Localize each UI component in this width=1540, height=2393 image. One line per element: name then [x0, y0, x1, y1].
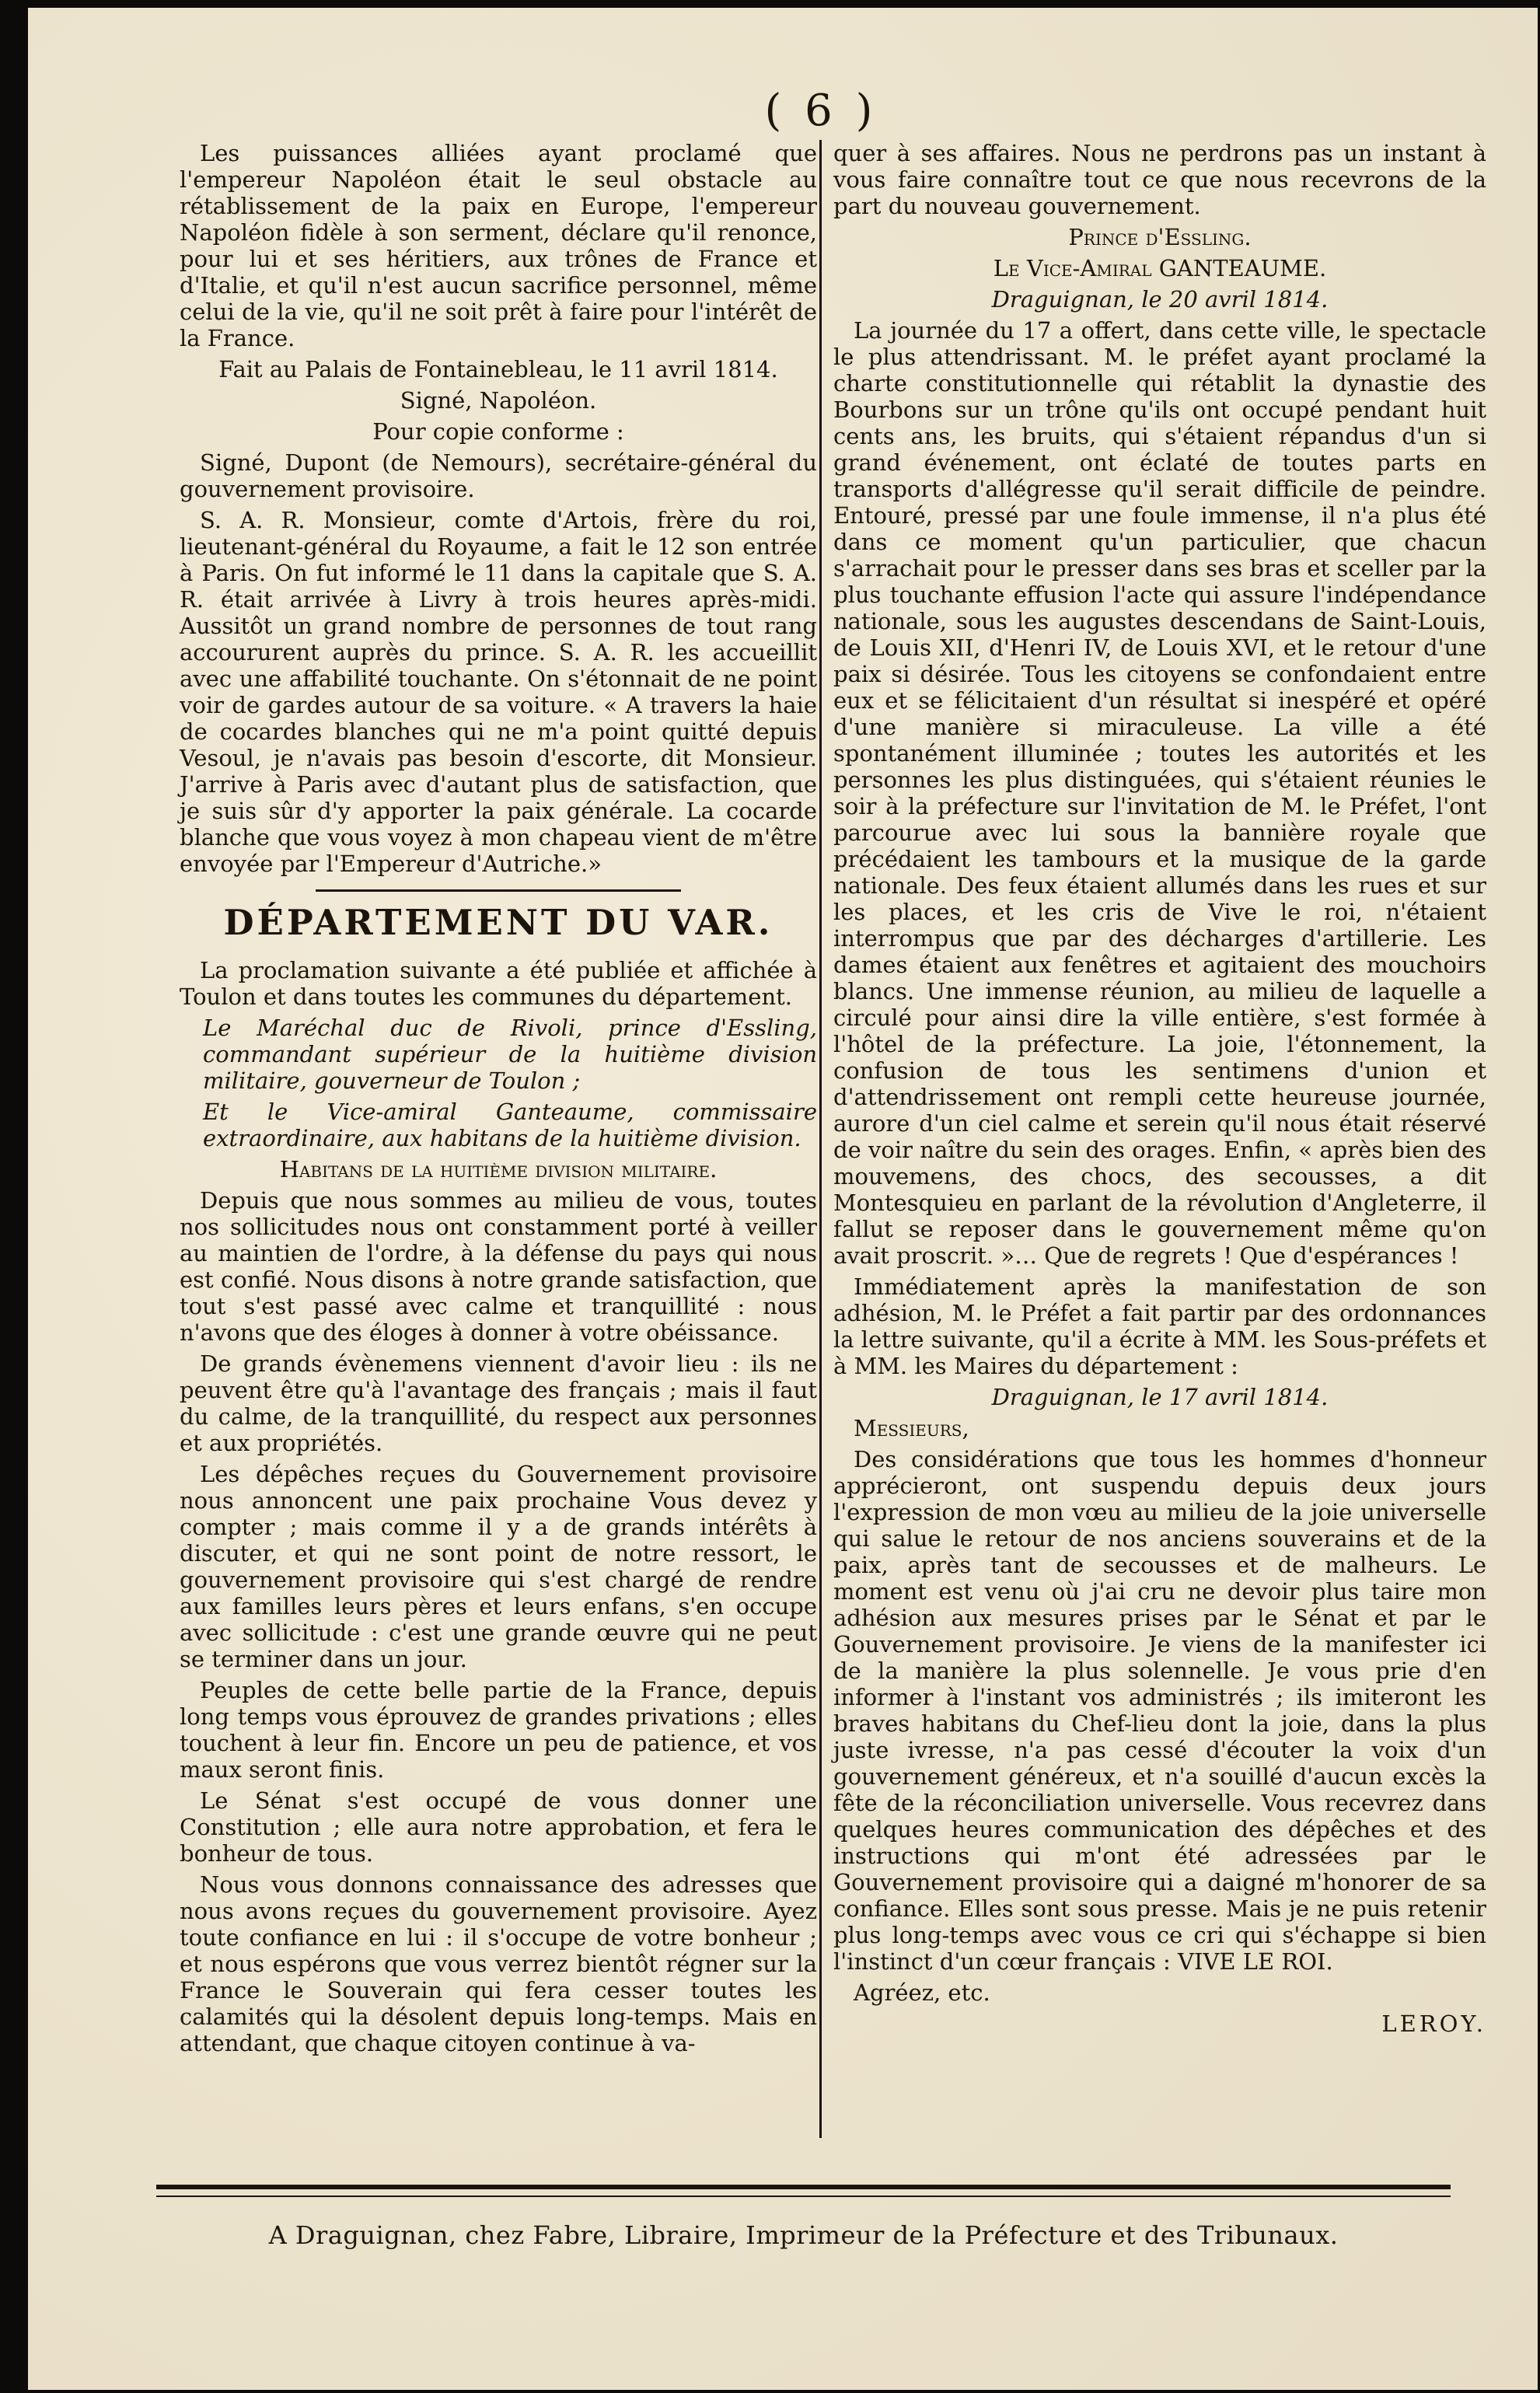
- closing: Agréez, etc.: [854, 1979, 990, 2006]
- document-page: [28, 8, 1538, 2390]
- column-divider: [819, 140, 822, 2138]
- signature-leroy: LEROY.: [1381, 2010, 1486, 2037]
- section-divider: [316, 889, 681, 892]
- prefect-letter: Des considérations que tous les hommes d'honneur apprécieront, ont suspendu depuis deux jours l'expression de mon vœu au milieu de la joie universelle qui salue le retour de nos anciens souverains et de la paix, après tant de secousses et de malheurs. Le moment est venu où j'ai cru ne devoir plus taire mon adhésion aux mesures prises par le Sénat et par le Gouvernement provisoire. Je viens de la manifester ici de la manière la plus solennelle. Je vous prie d'en informer à l'instant vos administrés ; ils imiteront les braves habitans du Chef-lieu dont la joie, dans la plus juste ivresse, n'a pas cessé d'écouter la voix d'un gouvernement généreux, et n'a souillé d'aucun excès la fête de la réconciliation universelle. Vous recevrez dans quelques heures communication des dépêches et des instructions qui m'ont été adressées par le Gouvernement provisoire qui a daigné m'honorer de sa confiance. Elles sont sous presse. Mais je ne puis retenir plus long-temps avec vous ce cri qui s'échappe si bien l'instinct d'un cœur français : VIVE LE ROI.: [833, 1446, 1486, 1975]
- left-column: [180, 140, 817, 2061]
- marechal-title: Le Maréchal duc de Rivoli, prince d'Essling, commandant supérieur de la huitième division militaire, gouverneur de Toulon ;: [203, 1015, 817, 1094]
- salutation: Messieurs,: [854, 1415, 969, 1441]
- department-title: DÉPARTEMENT DU VAR.: [223, 902, 773, 943]
- proclamation-p1: Depuis que nous sommes au milieu de vous, toutes nos sollicitudes nous ont constamment porté à veiller au maintien de l'ordre, à la défense du pays qui nous est confié. Nous disons à notre grande satisfaction, que tout s'est passé avec calme et tranquillité : nous n'avons que des éloges à donner à votre obéissance.: [180, 1187, 817, 1346]
- artois-paragraph: S. A. R. Monsieur, comte d'Artois, frère du roi, lieutenant-général du Royaume, a fait le 12 son entrée à Paris. On fut informé le 11 dans la capitale que S. A. R. était arrivée à Livry à trois heures après-midi. Aussitôt un grand nombre de personnes de tout rang accoururent auprès du prince. S. A. R. les accueillit avec une affabilité touchante. On s'étonnait de ne point voir de gardes autour de sa voiture. « A travers la haie de cocardes blanches qui ne m'a point quitté depuis Vesoul, je n'avais pas besoin d'escorte, dit Monsieur. J'arrive à Paris avec d'autant plus de satisfaction, que je suis sûr d'y apporter la paix générale. La cocarde blanche que vous voyez à mon chapeau vient de m'être envoyée par l'Empereur d'Autriche.»: [180, 507, 817, 877]
- right-column: [833, 140, 1486, 2042]
- journee-paragraph: La journée du 17 a offert, dans cette ville, le spectacle le plus attendrissant. M. le préfet ayant proclamé la charte constitutionnelle qui rétablit la dynastie des Bourbons sur un trône qu'ils ont occupé pendant huit cents ans, les bruits, qui s'étaient répandus d'un si grand événement, ont éclaté de toutes parts en transports d'allégresse qu'il serait difficile de peindre. Entouré, pressé par une foule immense, il n'a plus été dans ce moment qu'un particulier, que chacun s'arrachait pour le presser dans ses bras et sceller par la plus touchante effusion l'acte qui assure l'indépendance nationale, sous les augustes descendans de Saint-Louis, de Louis XII, d'Henri IV, de Louis XVI, et le retour d'une paix si désirée. Tous les citoyens se confondaient entre eux et se félicitaient d'un résultat si inespéré et opéré d'une manière si miraculeuse. La ville a été spontanément illuminée ; toutes les autorités et les personnes les plus distinguées, qui s'étaient réunies le soir à la préfecture sur l'invitation de M. le Préfet, l'ont parcourue avec lui sous la bannière royale que précédaient les tambours et la musique de la garde nationale. Des feux étaient allumés dans les rues et sur les places, et les cris de Vive le roi, n'étaient interrompus que par des décharges d'artillerie. Les dames étaient aux fenêtres et agitaient des mouchoirs blancs. Une immense réunion, au milieu de laquelle a circulé pour ainsi dire la ville entière, s'est formée à l'hôtel de la préfecture. La joie, l'étonnement, la confusion de tous les sentimens d'union et d'attendrissement ont rempli cette heureuse journée, aurore d'un ciel calme et serein qu'il nous était réservé de voir naître du sein des orages. Enfin, « après bien des mouvemens, des chocs, des secousses, a dit Montesquieu en parlant de la révolution d'Angleterre, il fallut se reposer dans le gouvernement même qu'on avait proscrit. »… Que de regrets ! Que d'espérances !: [833, 317, 1486, 1269]
- signature-essling: Prince d'Essling.: [1068, 224, 1252, 250]
- proclamation-intro: La proclamation suivante a été publiée et affichée à Toulon et dans toutes les communes du département.: [180, 957, 817, 1010]
- proclamation-p4: Peuples de cette belle partie de la France, depuis long temps vous éprouvez de grandes privations ; elles touchent à leur fin. Encore un peu de patience, et vos maux seront finis.: [180, 1677, 817, 1783]
- copy-conform: Pour copie conforme :: [372, 418, 624, 445]
- proclamation-p2: De grands évènemens viennent d'avoir lieu : ils ne peuvent être qu'à l'avantage des français ; mais il faut du calme, de la tranquillité, du respect aux personnes et aux propriétés.: [180, 1350, 817, 1456]
- signed-napoleon: Signé, Napoléon.: [400, 387, 597, 414]
- signature-ganteaume: Le Vice-Amiral GANTEAUME.: [993, 255, 1327, 281]
- dupont-signature: Signé, Dupont (de Nemours), secrétaire-général du gouvernement provisoire.: [180, 449, 817, 502]
- habitans-heading: Habitans de la huitième division militaire.: [279, 1156, 718, 1183]
- proclamation-p5: Le Sénat s'est occupé de vous donner une Constitution ; elle aura notre approbation, et fera le bonheur de tous.: [180, 1787, 817, 1867]
- adhesion-intro: Immédiatement après la manifestation de son adhésion, M. le Préfet a fait partir par des ordonnances la lettre suivante, qu'il a écrite à MM. les Sous-préfets et à MM. les Maires du département :: [833, 1273, 1486, 1379]
- vice-amiral-title: Et le Vice-amiral Ganteaume, commissaire extraordinaire, aux habitans de la huitième division.: [203, 1099, 817, 1151]
- abdication-paragraph: Les puissances alliées ayant proclamé que l'empereur Napoléon était le seul obstacle au rétablissement de la paix en Europe, l'empereur Napoléon fidèle à son serment, déclare qu'il renonce, pour lui et ses héritiers, aux trônes de France et d'Italie, et qu'il n'est aucun sacrifice personnel, même celui de la vie, qu'il ne soit prêt à faire pour l'intérêt de la France.: [180, 140, 817, 351]
- place-date: Fait au Palais de Fontainebleau, le 11 avril 1814.: [218, 356, 778, 383]
- footer-rule-thin: [156, 2196, 1451, 2197]
- footer-rule-thick: [156, 2185, 1451, 2189]
- dateline-17-avril: Draguignan, le 17 avril 1814.: [991, 1384, 1329, 1410]
- dateline-20-avril: Draguignan, le 20 avril 1814.: [991, 286, 1329, 313]
- imprint-line: A Draguignan, chez Fabre, Libraire, Imprimeur de la Préfecture et des Tribunaux.: [268, 2220, 1339, 2250]
- page-number: ( 6 ): [764, 86, 878, 136]
- proclamation-end: quer à ses affaires. Nous ne perdrons pas un instant à vous faire connaître tout ce que nous recevrons de la part du nouveau gouvernement.: [833, 140, 1486, 219]
- proclamation-p3: Les dépêches reçues du Gouvernement provisoire nous annoncent une paix prochaine Vous devez y compter ; mais comme il y a de grands intérêts à discuter, et qui ne sont point de notre ressort, le gouvernement provisoire qui s'est chargé de rendre aux familles leurs pères et leurs enfans, s'en occupe avec sollicitude : c'est une grande œuvre qui ne peut se terminer dans un jour.: [180, 1461, 817, 1672]
- proclamation-p6: Nous vous donnons connaissance des adresses que nous avons reçues du gouvernement provisoire. Ayez toute confiance en lui : il s'occupe de votre bonheur ; et nous espérons que vous verrez bientôt régner sur la France le Souverain qui fera cesser toutes les calamités qui la désolent depuis long-temps. Mais en attendant, que chaque citoyen continue à va-: [180, 1871, 817, 2056]
